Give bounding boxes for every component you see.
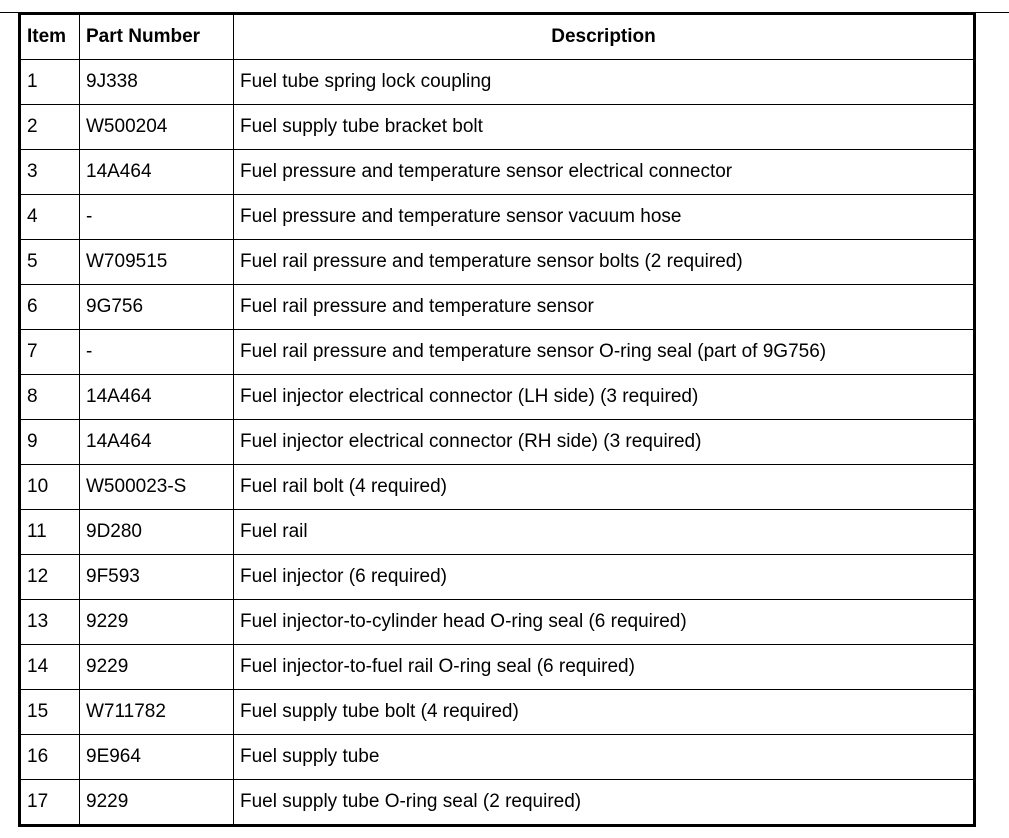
header-description: Description bbox=[234, 14, 975, 60]
table-row bbox=[20, 465, 975, 510]
cell-part-number: 9F593 bbox=[80, 555, 234, 600]
cell-item: 5 bbox=[20, 240, 80, 285]
table-body bbox=[20, 60, 975, 826]
table-row bbox=[20, 600, 975, 645]
cell-item: 1 bbox=[20, 60, 80, 105]
table-row bbox=[20, 735, 975, 780]
cell-description: Fuel rail pressure and temperature sensor O-ring seal (part of 9G756) bbox=[234, 330, 975, 375]
cell-part-number: - bbox=[80, 195, 234, 240]
cell-part-number: 9G756 bbox=[80, 285, 234, 330]
cell-part-number: W500204 bbox=[80, 105, 234, 150]
table-row bbox=[20, 375, 975, 420]
cell-description: Fuel supply tube bolt (4 required) bbox=[234, 690, 975, 735]
cell-part-number: 9D280 bbox=[80, 510, 234, 555]
cell-part-number: 14A464 bbox=[80, 375, 234, 420]
cell-item: 17 bbox=[20, 780, 80, 826]
table-row bbox=[20, 150, 975, 195]
cell-item: 3 bbox=[20, 150, 80, 195]
cell-item: 9 bbox=[20, 420, 80, 465]
table-header-row bbox=[20, 14, 975, 60]
cell-description: Fuel injector electrical connector (RH side) (3 required) bbox=[234, 420, 975, 465]
table-row bbox=[20, 60, 975, 105]
table-row bbox=[20, 780, 975, 826]
parts-table bbox=[18, 12, 976, 827]
cell-part-number: 14A464 bbox=[80, 150, 234, 195]
cell-item: 4 bbox=[20, 195, 80, 240]
cell-item: 10 bbox=[20, 465, 80, 510]
cell-item: 6 bbox=[20, 285, 80, 330]
table-row bbox=[20, 690, 975, 735]
header-item: Item bbox=[20, 14, 80, 60]
cell-item: 15 bbox=[20, 690, 80, 735]
table-row bbox=[20, 555, 975, 600]
cell-description: Fuel injector-to-cylinder head O-ring seal (6 required) bbox=[234, 600, 975, 645]
cell-description: Fuel supply tube O-ring seal (2 required) bbox=[234, 780, 975, 826]
table-row bbox=[20, 510, 975, 555]
cell-part-number: W709515 bbox=[80, 240, 234, 285]
cell-part-number: 9J338 bbox=[80, 60, 234, 105]
table-row bbox=[20, 420, 975, 465]
cell-part-number: 9229 bbox=[80, 780, 234, 826]
table-row bbox=[20, 240, 975, 285]
cell-description: Fuel rail pressure and temperature sensor bbox=[234, 285, 975, 330]
table-row bbox=[20, 195, 975, 240]
header-part-number: Part Number bbox=[80, 14, 234, 60]
cell-item: 16 bbox=[20, 735, 80, 780]
table-row bbox=[20, 105, 975, 150]
cell-description: Fuel tube spring lock coupling bbox=[234, 60, 975, 105]
cell-description: Fuel rail bolt (4 required) bbox=[234, 465, 975, 510]
cell-description: Fuel injector-to-fuel rail O-ring seal (6 required) bbox=[234, 645, 975, 690]
cell-part-number: 9229 bbox=[80, 645, 234, 690]
table-row bbox=[20, 645, 975, 690]
cell-description: Fuel pressure and temperature sensor vacuum hose bbox=[234, 195, 975, 240]
cell-part-number: 14A464 bbox=[80, 420, 234, 465]
cell-part-number: - bbox=[80, 330, 234, 375]
cell-item: 2 bbox=[20, 105, 80, 150]
cell-part-number: 9E964 bbox=[80, 735, 234, 780]
cell-description: Fuel supply tube bracket bolt bbox=[234, 105, 975, 150]
cell-description: Fuel supply tube bbox=[234, 735, 975, 780]
cell-item: 7 bbox=[20, 330, 80, 375]
cell-description: Fuel injector (6 required) bbox=[234, 555, 975, 600]
cell-part-number: W711782 bbox=[80, 690, 234, 735]
cell-item: 8 bbox=[20, 375, 80, 420]
table-row bbox=[20, 285, 975, 330]
cell-part-number: 9229 bbox=[80, 600, 234, 645]
cell-item: 13 bbox=[20, 600, 80, 645]
cell-description: Fuel rail bbox=[234, 510, 975, 555]
cell-item: 14 bbox=[20, 645, 80, 690]
cell-item: 12 bbox=[20, 555, 80, 600]
cell-description: Fuel pressure and temperature sensor electrical connector bbox=[234, 150, 975, 195]
cell-description: Fuel injector electrical connector (LH side) (3 required) bbox=[234, 375, 975, 420]
cell-item: 11 bbox=[20, 510, 80, 555]
cell-description: Fuel rail pressure and temperature sensor bolts (2 required) bbox=[234, 240, 975, 285]
cell-part-number: W500023-S bbox=[80, 465, 234, 510]
table-row bbox=[20, 330, 975, 375]
